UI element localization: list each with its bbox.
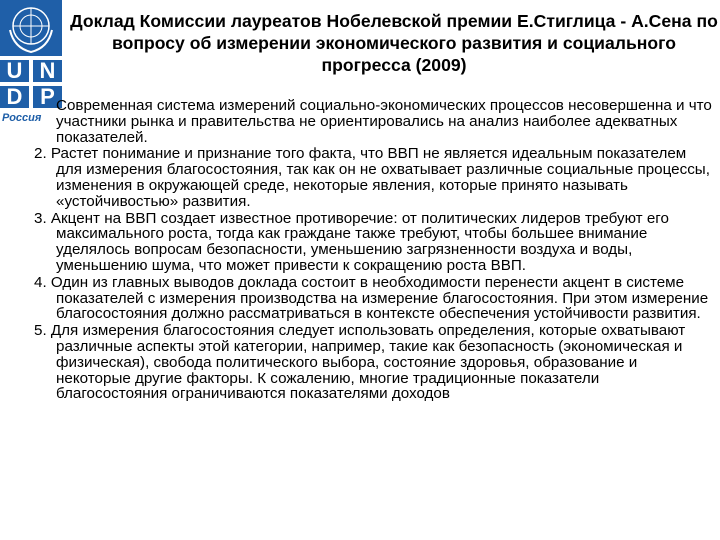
logo-letter: D: [0, 86, 29, 108]
paragraph: 5. Для измерения благосостояния следует использовать определения, которые охватывают различные аспекты этой категории, например, такие как безопасность (экономическая и физическая), свобода политического выбора, состояние здоровья, образование и некоторые другие факторы. К сожалению, многие традиционные показатели благосостояния ограничиваются показателями доходов: [34, 322, 686, 403]
logo-letter: P: [33, 86, 62, 108]
paragraph: 4. Один из главных выводов доклада состоит в необходимости перенести акцент в системе показателей с измерения производства на измерение благосостояния. При этом измерение благосостояния должно рассматриваться в контексте обеспечения устойчивости развития.: [34, 273, 709, 323]
logo-letter: N: [33, 60, 62, 82]
un-emblem-icon: [0, 0, 62, 56]
logo-letter: U: [0, 60, 29, 82]
logo-country: Россия: [2, 112, 42, 124]
document-body: [34, 98, 712, 403]
page-title: Доклад Комиссии лауреатов Нобелевской премии Е.Стиглица - А.Сена по вопросу об измерении экономического развития и социального прогресса (2009): [70, 11, 718, 75]
paragraph: Современная система измерений социально-экономических процессов несовершенна и что участники рынка и правительства не ориентировались на анализ наиболее адекватных показателей.: [56, 97, 712, 146]
paragraph: 3. Акцент на ВВП создает известное противоречие: от политических лидеров требуют его максимального роста, тогда как граждане также требуют, чтобы большее внимание уделялось вопросам безопасности, уменьшению загрязненности воздуха и воды, уменьшению шума, что может привести к сокращению роста ВВП.: [34, 209, 669, 274]
paragraph: 2. Растет понимание и признание того факта, что ВВП не является идеальным показателем для измерения благосостояния, так как он не охватывает различные социальные процессы, изменения в окружающей среде, некоторые явления, которые принято называть «устойчивостью» развития.: [34, 145, 710, 210]
